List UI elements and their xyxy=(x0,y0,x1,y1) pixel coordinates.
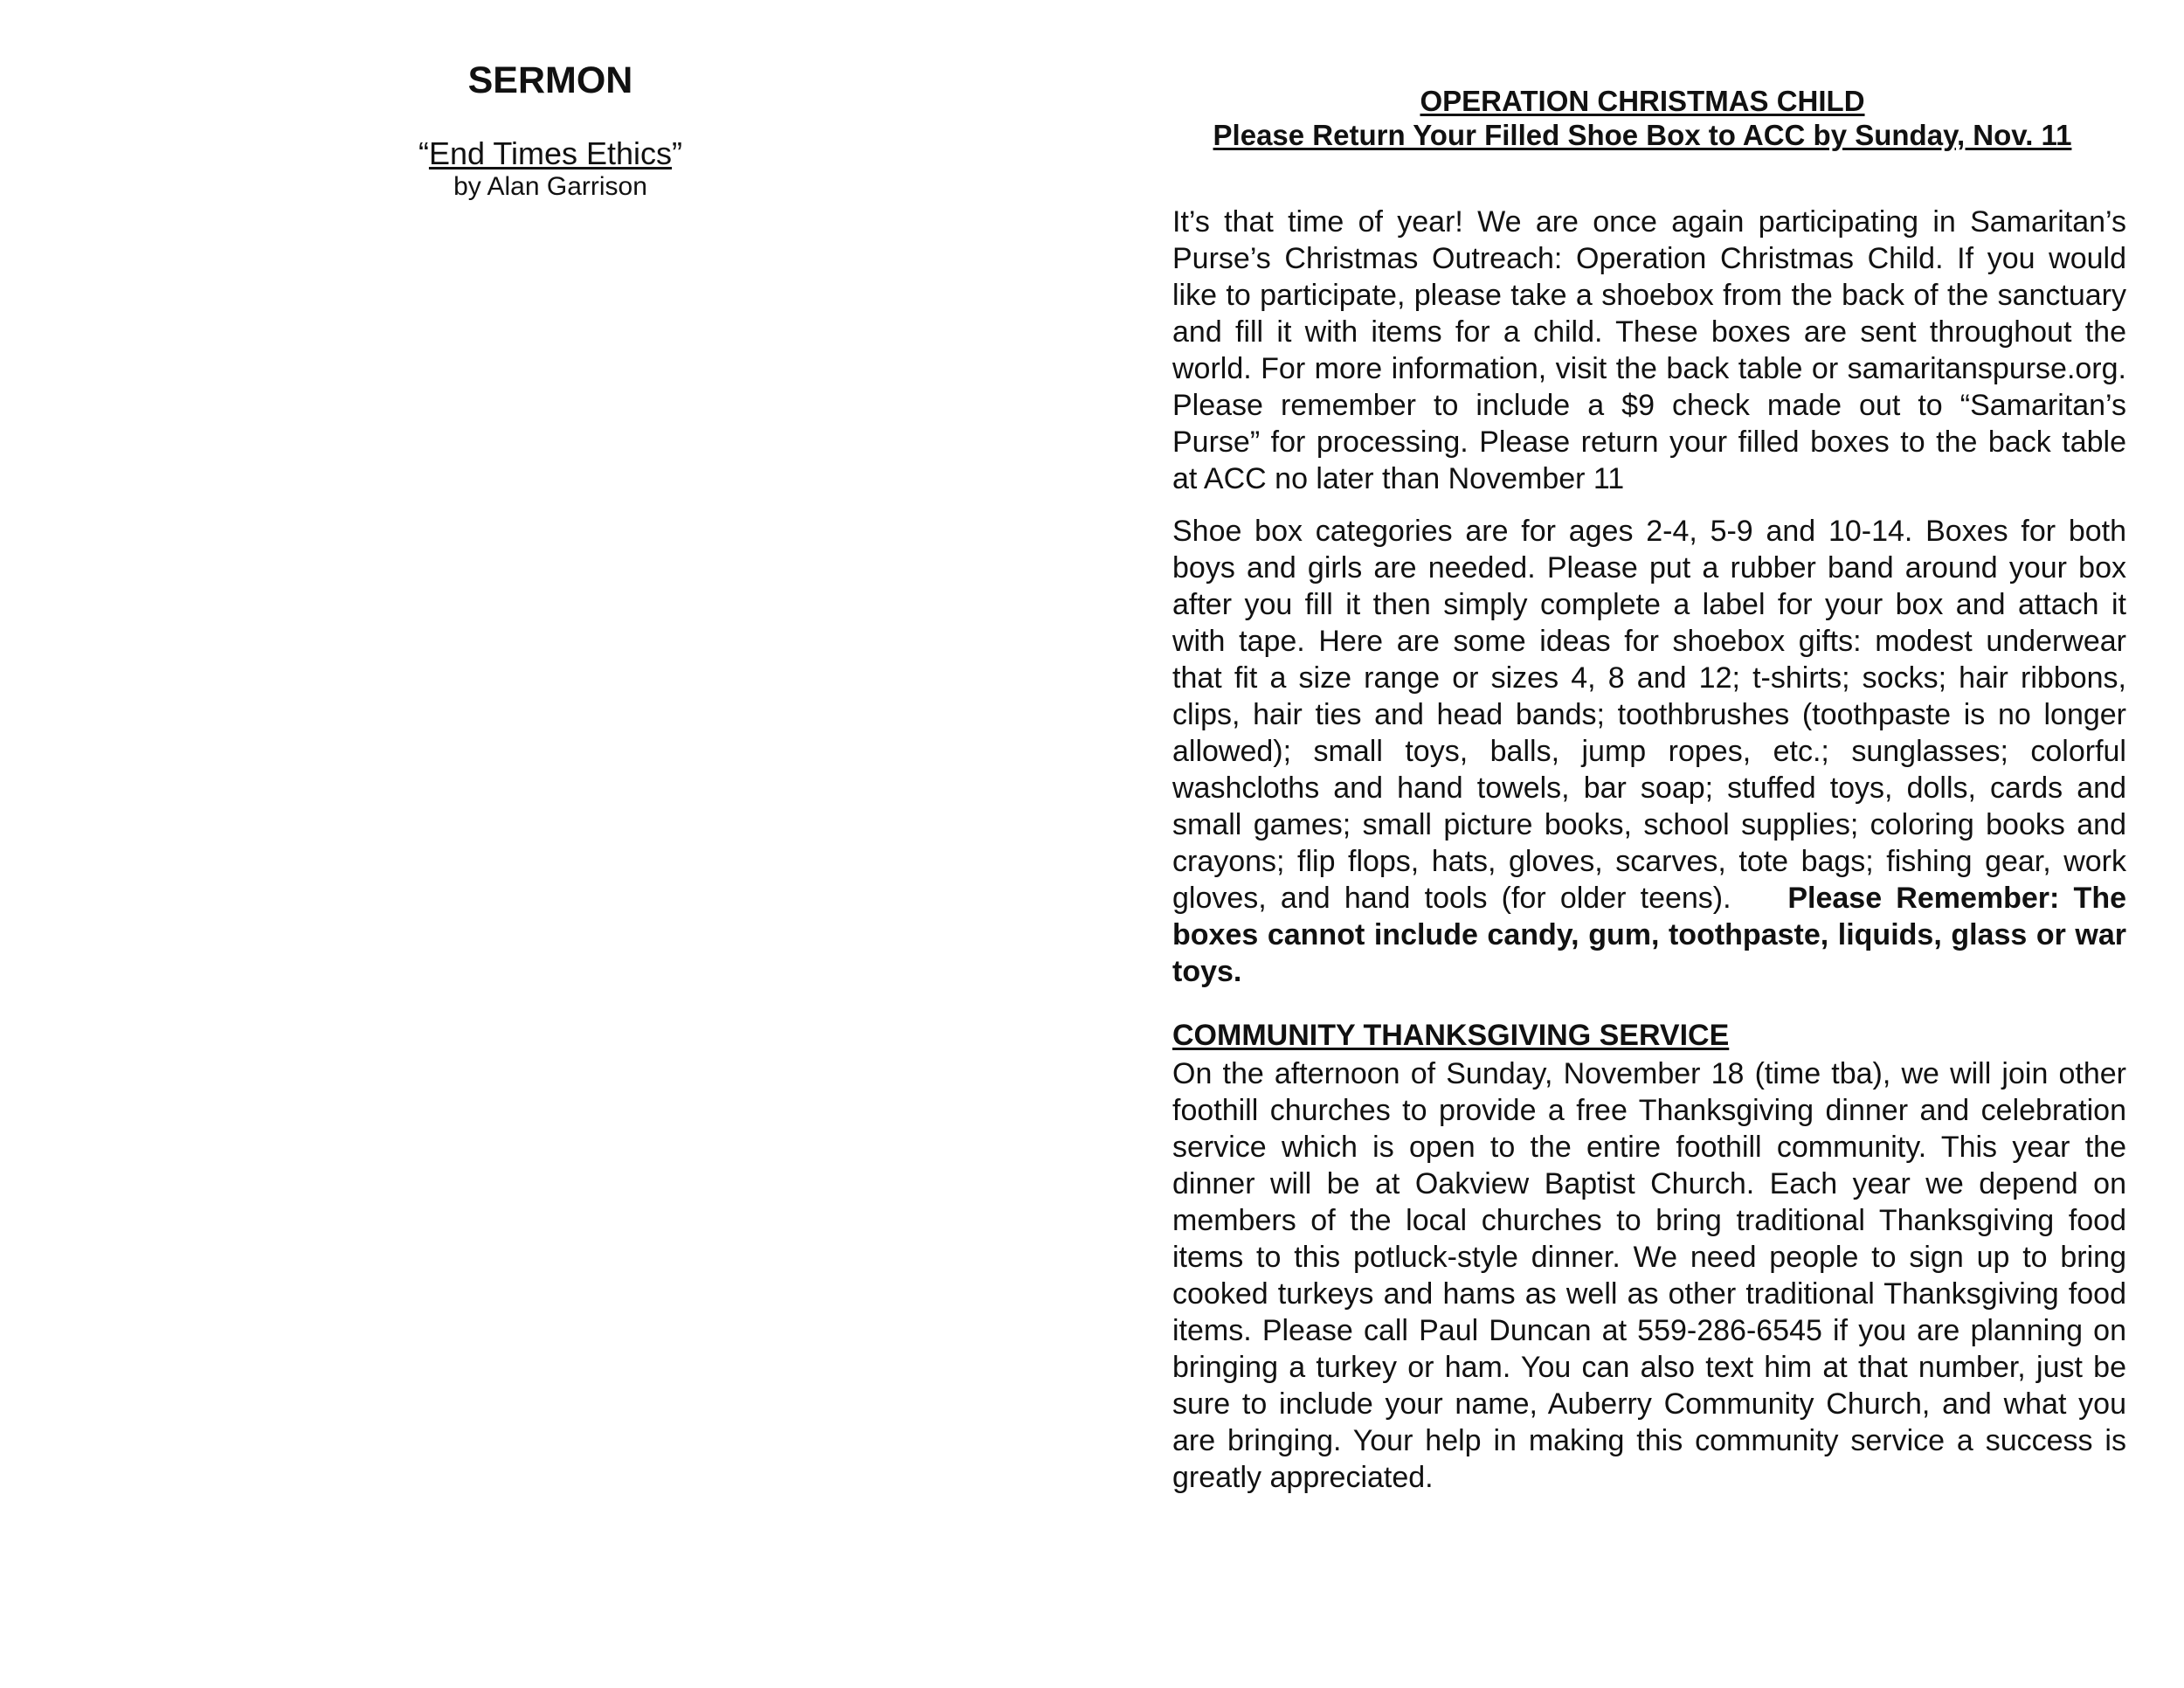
sermon-block xyxy=(0,58,1101,203)
open-quote: “ xyxy=(418,135,429,171)
occ-paragraph-2-text: Shoe box categories are for ages 2-4, 5-9 and 10-14. Boxes for both boys and girls are needed. Please put a rubber band around your box after you fill it then simply complete a label for your box and attach it with tape. Here are some ideas for shoebox gifts: modest underwear that fit a size range or sizes 4, 8 and 12; t-shirts; socks; hair ribbons, clips, hair ties and head bands; toothbrushes (toothpaste is no longer allowed); small toys, balls, jump ropes, etc.; sunglasses; colorful washcloths and hand towels, bar soap; stuffed toys, dolls, cards and small games; small picture books, school supplies; coloring books and crayons; flip flops, hats, gloves, scarves, tote bags; fishing gear, work gloves, and hand tools (for older teens). xyxy=(1172,515,2126,915)
occ-reminder: Please Remember: The boxes cannot include candy, gum, toothpaste, liquids, glass or war toys. xyxy=(1172,882,2126,988)
sermon-heading: SERMON xyxy=(467,59,633,101)
thanksgiving-paragraph xyxy=(1172,1055,2126,1496)
occ-title: OPERATION CHRISTMAS CHILD xyxy=(1420,85,1865,117)
occ-paragraph-1-text: It’s that time of year! We are once again participating in Samaritan’s Purse’s Christmas Outreach: Operation Christmas Child. If you would like to participate, please take a shoebox from the back of the sanctuary and fill it with items for a child. These boxes are sent throughout the world. For more information, visit the back table or samaritanspurse.org. Please remember to include a $9 check made out to “Samaritan’s Purse” for processing. Please return your filled boxes to the back table at ACC no later than November 11 xyxy=(1172,205,2126,495)
sermon-title: End Times Ethics xyxy=(428,135,673,171)
close-quote: ” xyxy=(672,135,683,171)
occ-paragraph-2 xyxy=(1172,513,2126,990)
sermon-author: by Alan Garrison xyxy=(453,172,647,201)
occ-paragraph-2-wrapper xyxy=(1172,513,2126,990)
thanksgiving-heading: COMMUNITY THANKSGIVING SERVICE xyxy=(1172,1019,1730,1052)
occ-paragraph-1 xyxy=(1172,204,2126,497)
sermon-title-line xyxy=(0,136,1101,171)
occ-subtitle: Please Return Your Filled Shoe Box to ACC by Sunday, Nov. 11 xyxy=(1213,119,2072,151)
thanksgiving-paragraph-text: On the afternoon of Sunday, November 18 (time tba), we will join other foothill churches to provide a free Thanksgiving dinner and celebration service which is open to the entire foothill community. This year the dinner will be at Oakview Baptist Church. Each year we depend on members of the local churches to bring traditional Thanksgiving food items to this potluck-style dinner. We need people to sign up to bring cooked turkeys and hams as well as other traditional Thanksgiving food items. Please call Paul Duncan at 559-286-6545 if you are planning on bringing a turkey or ham. You can also text him at that number, just be sure to include your name, Auberry Community Church, and what you are bringing. Your help in making this community service a success is greatly appreciated. xyxy=(1172,1057,2126,1494)
occ-header xyxy=(1162,84,2123,152)
